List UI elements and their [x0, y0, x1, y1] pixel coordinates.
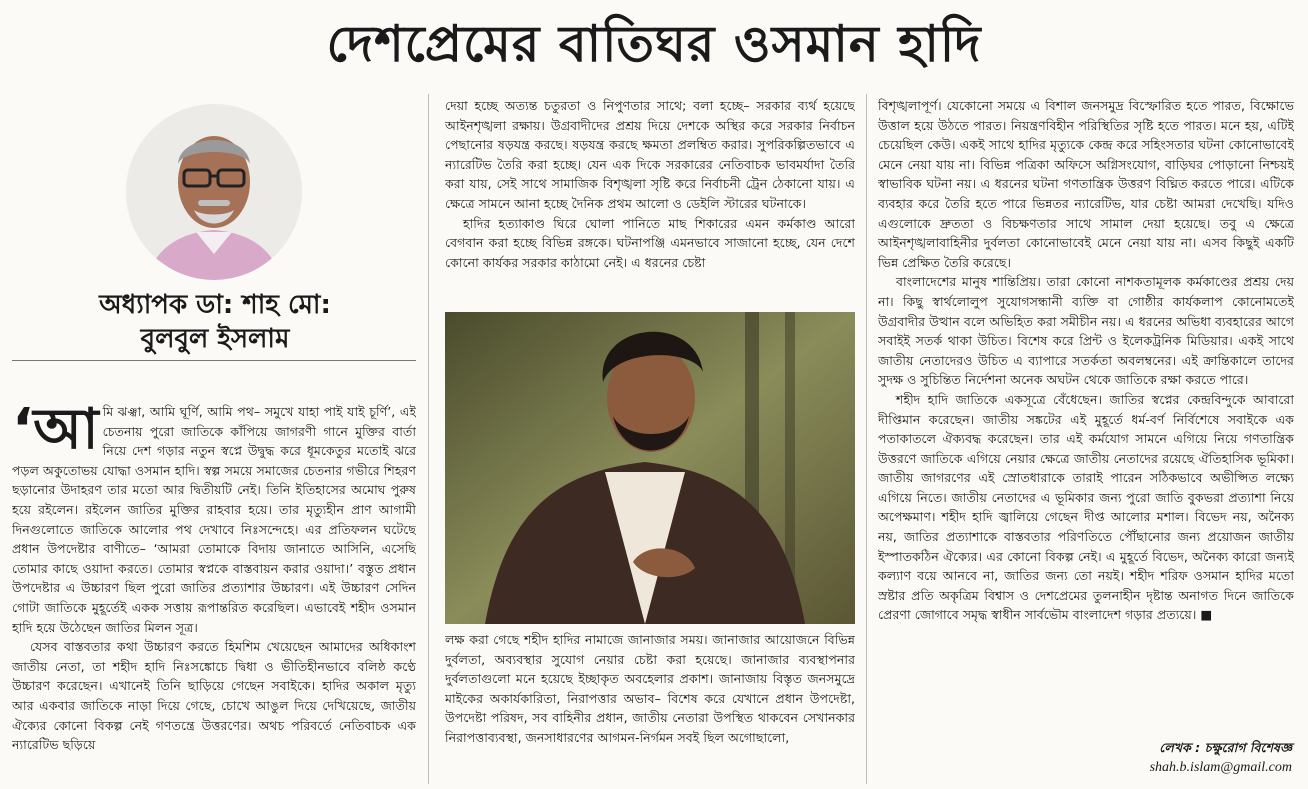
paragraph: দেয়া হচ্ছে অত্যন্ত চতুরতা ও নিপুণতার সাথে; বলা হচ্ছে– সরকার ব্যর্থ হয়েছে আইনশৃঙ্খলা রক্ষায়। উগ্রবাদীদের প্রশ্রয় দিয়ে দেশকে অস্থির করে সরকার নির্বাচন পেছানোর ষড়যন্ত্র করছে। ষড়যন্ত্র করছে ক্ষমতা প্রলম্বিত করার। সুপরিকল্পিতভাবে এ ন্যারেটিভ তৈরি করা হচ্ছে। যেন এক দিকে সরকারের নেতিবাচক ভাবমর্যাদা তৈরি করা যায়, সেই সাথে সামাজিক বিশৃঙ্খলা সৃষ্টি করে নির্বাচনী ট্রেন ঠেকানো যায়। এ ক্ষেত্রে সামনে আনা হচ্ছে দৈনিক প্রথম আলো ও ডেইলি স্টারের ঘটনাকে।: [445, 98, 855, 211]
author-name-line-2: বুলবুল ইসলাম: [140, 324, 290, 354]
author-role: লেখক : চক্ষুরোগ বিশেষজ্ঞ: [1159, 740, 1292, 755]
article-headline: দেশপ্রেমের বাতিঘর ওসমান হাদি: [326, 15, 982, 73]
author-email: shah.b.islam@gmail.com: [1149, 760, 1292, 775]
dropcap: ‘আ: [12, 402, 99, 462]
paragraph: লক্ষ করা গেছে শহীদ হাদির নামাজে জানাজার সময়। জানাজার আয়োজনে বিভিন্ন দুর্বলতা, অব্যবস্থার সুযোগ নেয়ার চেষ্টা করা হয়েছে। জানাজার ব্যবস্থাপনার দুর্বলতাগুলো মনে হয়েছে ইচ্ছাকৃত অবহেলার প্রকাশ। জানাজায় বিস্তৃত জনসমুদ্রে মাইকের অকার্যকারিতা, নিরাপত্তার অভাব– বিশেষ করে যেখানে প্রধান উপদেষ্টা, উপদেষ্টা পরিষদ, সব বাহিনীর প্রধান, জাতীয় নেতারা উপস্থিত থাকবেন সেখানকার নিরাপত্তাব্যবস্থা, জনসাধারণের আগমন-নির্গমন সবই ছিল অগোছালো,: [445, 632, 855, 745]
column-divider-2: [866, 94, 867, 784]
paragraph: বিশৃঙ্খলাপূর্ণ। যেকোনো সময়ে এ বিশাল জনসমুদ্র বিস্ফোরিত হতে পারত, বিক্ষোভে উত্তাল হয়ে উঠতে পারত। নিয়ন্ত্রণবিহীন পরিস্থিতির সৃষ্টি হতে পারত। মনে হয়, এটিই চেয়েছিল কেউ। একই সাথে হাদির মৃত্যুকে কেন্দ্র করে সহিংসতার ঘটনা কোনোভাবেই মেনে নেয়া যায় না। বিভিন্ন পত্রিকা অফিসে অগ্নিসংযোগ, বাড়িঘর পোড়ানো নিশ্চয়ই স্বাভাবিক ঘটনা নয়। এ ধরনের ঘটনা গণতান্ত্রিক উত্তরণ বিঘ্নিত করতে পারে। এটিকে ব্যবহার করে তৈরি হতে পারে ভিন্নতর ন্যারেটিভ, যার চেষ্টা আমরা দেখেছি। যদিও এগুলোকে দ্রুততা ও বিচক্ষণতার সাথে সামাল দেয়া হয়েছে। তবু এ ক্ষেত্রে আইনশৃঙ্খলাবাহিনীর দুর্বলতা কোনোভাবেই মেনে নেয়া যায় না। এসব কিছুই একটি ভিন্ন প্রেক্ষিত তৈরি করেছে।: [878, 98, 1294, 270]
byline-rule: [12, 360, 416, 361]
column-2-bottom: [445, 630, 855, 786]
author-byline: [40, 288, 390, 356]
author-photo: [126, 104, 302, 280]
column-divider-1: [428, 94, 429, 784]
author-name-line-1: অধ্যাপক ডা: শাহ মো:: [99, 290, 331, 320]
column-1: [12, 402, 416, 786]
paragraph: যেসব বাস্তবতার কথা উচ্চারণ করতে হিমশিম খেয়েছেন আমাদের অধিকাংশ জাতীয় নেতা, তা শহীদ হাদি নিঃসঙ্কোচে দ্বিধা ও ভীতিহীনভাবে বলিষ্ঠ কণ্ঠে উচ্চারণ করেছেন। এখানেই তিনি ছাড়িয়ে গেছেন সবাইকে। হাদির অকাল মৃত্যু আর একবার জাতিকে নাড়া দিয়ে গেছে, চোখে আঙুল দিয়ে দেখিয়েছে, জাতীয় ঐক্যের কোনো বিকল্প নেই গণতন্ত্রে উত্তরণের। অথচ পরিবর্তে নেতিবাচক এক ন্যারেটিভ ছড়িয়ে: [12, 639, 416, 753]
column-3: [878, 96, 1294, 740]
paragraph: শহীদ হাদি জাতিকে একসূত্রে বেঁধেছেন। জাতির স্বপ্নের কেন্দ্রবিন্দুকে আবারো দীপ্তিমান করেছেন। জাতীয় সঙ্কটের এই মুহূর্তে ধর্ম-বর্ণ নির্বিশেষে সবাইকে এক পতাকাতলে ঐক্যবদ্ধ করেছেন। তার এই কর্মযোগ সামনে এগিয়ে নিয়ে গণতান্ত্রিক উত্তরণে জাতিকে এগিয়ে নেয়ার ক্ষেত্রে জাতীয় নেতাদের রয়েছে ঐতিহাসিক ভূমিকা। জাতীয় জাগরণের এই স্রোতধারাকে তারাই পারেন সঠিকভাবে অভীপ্সিত লক্ষ্যে এগিয়ে নিতে। জাতীয় নেতাদের এ ভূমিকার জন্য পুরো জাতি বুকভরা প্রত্যাশা নিয়ে অপেক্ষমাণ। শহীদ হাদি জ্বালিয়ে গেছেন দীপ্ত আলোর মশাল। বিভেদ নয়, অনৈক্য নয়, জাতির প্রত্যাশাকে বাস্তবতার পরিণতিতে পৌঁছানোর জন্য প্রয়োজন জাতীয় ইস্পাতকঠিন ঐক্যের। এর কোনো বিকল্প নেই। এ মুহূর্তে বিভেদ, অনৈক্য কারো জন্যই কল্যাণ বয়ে আনবে না, জাতির জন্য তো নয়ই। শহীদ শরিফ ওসমান হাদির মতো স্রষ্টার প্রতি অকৃত্রিম বিশ্বাস ও দেশপ্রেমের তুলনাহীন দৃষ্টান্ত অনাগত দিনে জাতিকে প্রেরণা জোগাবে সমৃদ্ধ স্বাধীন সার্বভৌম বাংলাদেশ গড়ার প্রত্যয়ে। ■: [878, 391, 1294, 623]
paragraph: হাদির হত্যাকাণ্ড ঘিরে ঘোলা পানিতে মাছ শিকারের এমন কর্মকাণ্ড আরো বেগবান করা হচ্ছে বিভিন্ন রঙ্গকে। ঘটনাপঞ্জি এমনভাবে সাজানো হচ্ছে, যেন দেশে কোনো কার্যকর সরকার কাঠামো নেই। এ ধরনের চেষ্টা: [445, 215, 855, 270]
paragraph: বাংলাদেশের মানুষ শান্তিপ্রিয়। তারা কোনো নাশকতামূলক কর্মকাণ্ডের প্রশ্রয় দেয় না। কিছু স্বার্থলোলুপ সুযোগসন্ধানী ব্যক্তি বা গোষ্ঠীর কার্যকলাপ কোনোমতেই উগ্রবাদীর উত্থান বলে অভিহিত করা সমীচীন নয়। এ ধরনের অভিধা ব্যবহারের আগে সবাইই সতর্ক থাকা উচিত। বিশেষ করে প্রিন্ট ও ইলেকট্রনিক মিডিয়ার। একই সাথে জাতীয় নেতাদেরও উচিত এ ব্যাপারে সতর্কতা অবলম্বনের। এই ক্রান্তিকালে তাদের সুদক্ষ ও সুচিন্তিত নির্দেশনা অনেক অঘটন থেকে জাতিকে রক্ষা করতে পারে।: [878, 274, 1294, 388]
paragraph: ‘আমি ঝঞ্ঝা, আমি ঘূর্ণি, আমি পথ– সমুখে যাহা পাই যাই চূর্ণি’, এই চেতনায় পুরো জাতিকে কাঁপিয়ে জাগরণী গানে মুক্তির বার্তা নিয়ে দেশ গড়ার নতুন স্বপ্নে উদ্বুদ্ধ করে ধূমকেতুর মতোই ঝরে পড়ল অকুতোভয় যোদ্ধা ওসমান হাদি। স্বল্প সময়ে সমাজের চেতনার গভীরে শিহরণ ছড়ানোর উদাহরণ তার মতো আর দ্বিতীয়টি নেই। তিনি ইতিহাসের অমোঘ পুরুষ হয়ে রইলেন। রইলেন জাতির মুক্তির রাহবার হয়ে। তার মৃত্যুহীন প্রাণ আগামী দিনগুলোতে জাতিকে আলোর পথ দেখাবে নিঃসন্দেহে। এর প্রতিফলন ঘটেছে প্রধান উপদেষ্টার বাণীতে– ‘আমরা তোমাকে বিদায় জানাতে আসিনি, এসেছি তোমার কাছে ওয়াদা করতে। তোমার স্বপ্নকে বাস্তবায়ন করার ওয়াদা।’ বস্তুত প্রধান উপদেষ্টার এ উচ্চারণ ছিল পুরো জাতির প্রত্যাশার উচ্চারণ। এই উচ্চারণ সেদিন গোটা জাতিকে মুহূর্তেই একক সত্তায় রূপান্তরিত করেছিল। এভাবেই শহীদ ওসমান হাদি হয়ে উঠেছেন জাতির মিলন সূত্র।: [12, 402, 416, 635]
article-photo: [445, 312, 855, 624]
column-2-top: [445, 96, 855, 308]
